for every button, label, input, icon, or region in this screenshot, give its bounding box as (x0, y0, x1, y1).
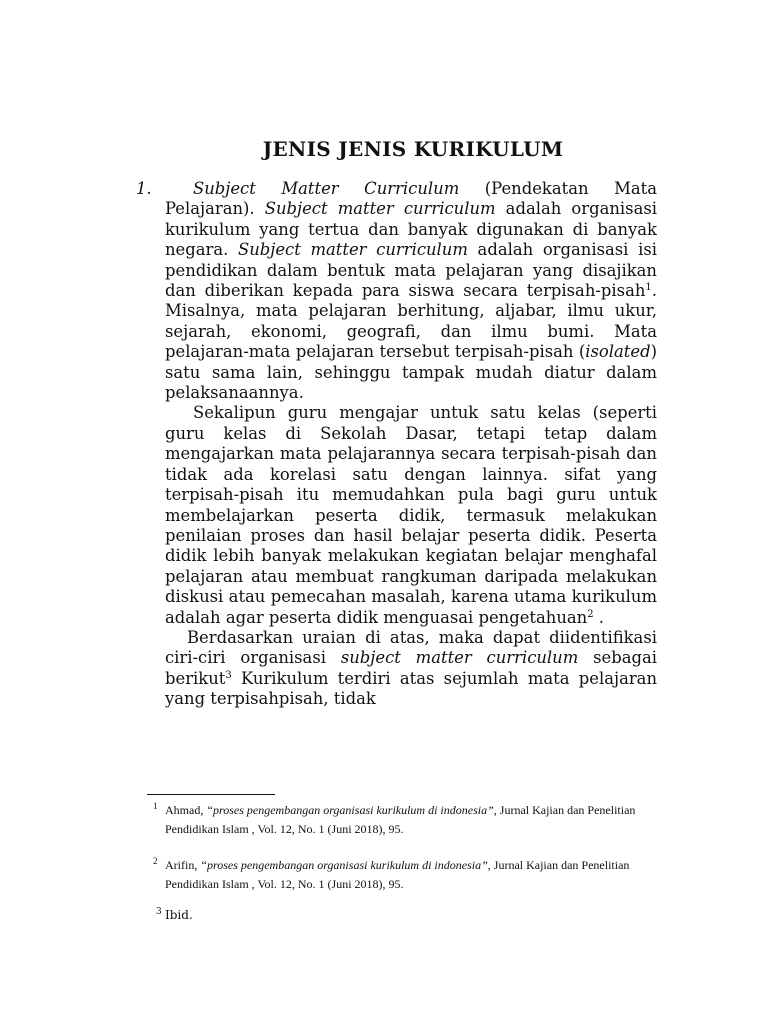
footnote-2 (153, 856, 685, 894)
footnote-title: “proses pengembangan organisasi kurikulum di indonesia” (200, 858, 488, 872)
text-run: . (593, 607, 605, 627)
footnote-3 (156, 906, 685, 925)
footnote-source: , Jurnal Kajian dan Penelitian Pendidikan Islam , Vol. 12, No. 1 (Juni 2018), 95. (165, 858, 630, 891)
footnote-ref[interactable]: 2 (587, 608, 594, 620)
text-run: Kurikulum terdiri atas sejumlah mata pelajaran yang terpisahpisah, tidak (165, 668, 657, 709)
footnote-ref[interactable]: 3 (225, 669, 232, 681)
text-run: Berdasarkan uraian di atas, maka dapat diidentifikasi ciri-ciri organisasi (165, 627, 657, 668)
text-run: adalah organisasi isi pendidikan dalam bentuk mata pelajaran yang disajikan dan diberikan kepada para siswa secara terpisah-pisah (165, 240, 657, 301)
footnote-title: “proses pengembangan organisasi kurikulum di indonesia” (206, 803, 494, 817)
text-run: (Pendekatan Mata Pelajaran). (165, 179, 657, 219)
italic-term: Subject matter curriculum (264, 199, 496, 219)
footnote-text: Ibid. (165, 908, 193, 922)
footnote-separator (147, 794, 275, 795)
footnote-1 (153, 801, 685, 839)
footnote-mark: 1 (153, 801, 158, 811)
text-run: Sekalipun guru mengajar untuk satu kelas (seperti guru kelas di Sekolah Dasar, tetapi tetap dalam mengajarkan mata pelajarannya secara terpisah-pisah dan tidak ada korelasi satu dengan lainnya. sifat yang terpisah-pisah itu memudahkan pula bagi guru untuk membelajarkan peserta didik, termasuk melakukan penilaian proses dan hasil belajar peserta didik. Peserta didik lebih banyak melakukan kegiatan belajar menghafal pelajaran atau membuat rangkuman daripada melakukan diskusi atau pemecahan masalah, karena utama kurikulum adalah agar peserta didik menguasai pengetahuan (165, 403, 657, 627)
text-run: sebagai berikut (165, 648, 658, 688)
italic-term: Subject matter curriculum (238, 240, 468, 260)
footnote-author: Arifin, (165, 858, 201, 872)
text-run: . Misalnya, mata pelajaran berhitung, aljabar, ilmu ukur, sejarah, ekonomi, geografi, dan ilmu bumi. Mata pelajaran-mata pelajaran tersebut terpisah-pisah ( (165, 281, 657, 362)
body-text (136, 179, 658, 710)
text-run: adalah organisasi kurikulum yang tertua dan banyak digunakan di banyak negara. (165, 199, 657, 260)
paragraph-2 (165, 403, 657, 627)
footnote-ref[interactable]: 1 (645, 282, 652, 294)
list-item-number: 1. (136, 179, 152, 198)
italic-term: subject matter curriculum (340, 648, 579, 668)
item-heading: Subject Matter Curriculum (193, 179, 460, 198)
text-run: ) satu sama lain, sehinggu tampak mudah diatur dalam pelaksanaannya. (165, 342, 657, 403)
footnote-source: , Jurnal Kajian dan Penelitian Pendidikan Islam , Vol. 12, No. 1 (Juni 2018), 95. (165, 803, 636, 836)
footnote-mark: 3 (156, 907, 162, 917)
footnote-author: Ahmad, (165, 803, 207, 817)
page-title: JENIS JENIS KURIKULUM (262, 137, 564, 161)
paragraph-3 (165, 628, 657, 710)
paragraph-1 (165, 179, 657, 403)
italic-term: isolated (585, 342, 651, 362)
footnote-mark: 2 (153, 856, 158, 866)
